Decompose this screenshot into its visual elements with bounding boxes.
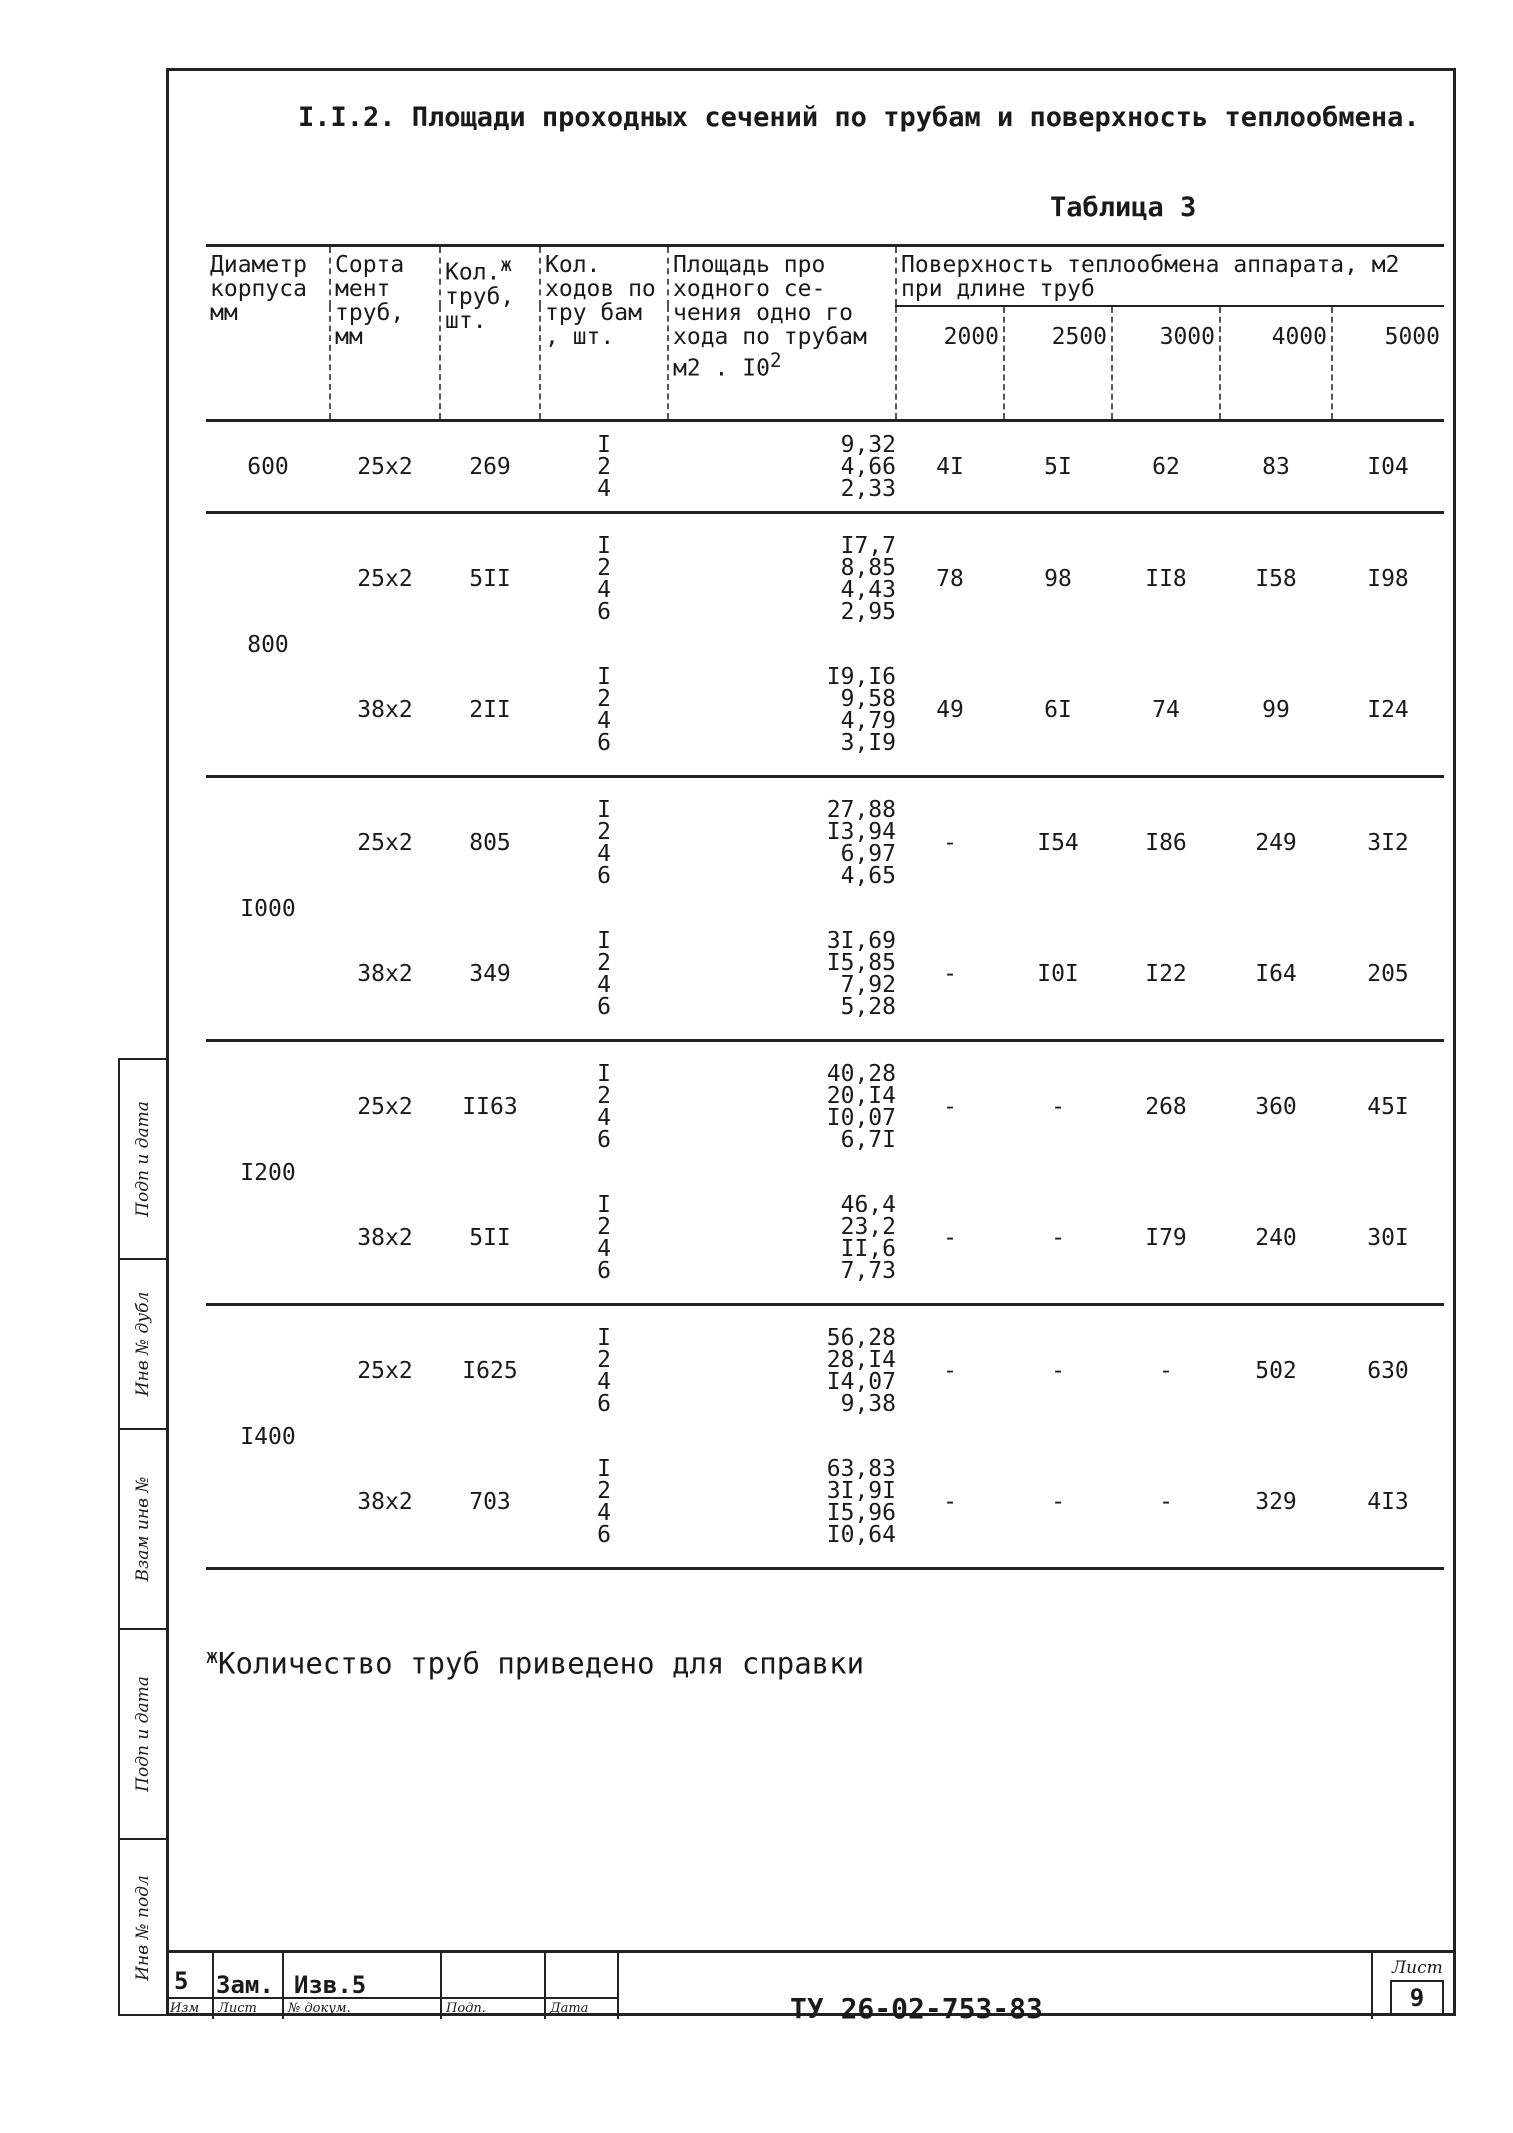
table-row [206,1305,1444,1437]
cell-surface: 5I [1004,421,1112,513]
pass-value: 4 [597,1369,611,1396]
pass-value: I [597,431,611,458]
cell-passes [540,645,668,777]
cell-assortment: 38x2 [330,1173,440,1305]
cell-surface: - [1051,1358,1065,1385]
pass-value: 4 [597,577,611,604]
tb-label: Дата [550,2001,589,2016]
col-header-area [668,246,896,421]
cell-area [668,909,896,1041]
pass-value: 2 [597,949,611,976]
cell-surface: 45I [1367,1094,1409,1121]
cell-surface: I54 [1037,830,1079,857]
pass-value: 6 [597,1127,611,1154]
cell-count: 5II [469,566,511,593]
cell-assortment: 38x2 [330,645,440,777]
col-header-length: 5000 [1332,306,1444,421]
area-value: 2,95 [840,599,896,626]
area-value: 8,85 [840,555,896,582]
pass-value: 4 [597,1105,611,1132]
pass-value: 6 [597,599,611,626]
count-rest: труб, шт. [445,283,515,334]
area-value: 23,2 [840,1213,896,1240]
cell-surface: - [1004,1437,1112,1569]
tb-change-no: 5 [174,1967,189,1995]
cell-surface: - [943,830,957,857]
cell-surface: 62 [1112,421,1220,513]
area-value: 7,73 [840,1257,896,1284]
pass-value: 4 [597,475,611,502]
cell-surface: 360 [1255,1094,1297,1121]
document-code: ТУ 26-02-753-83 [790,1992,1043,2025]
area-value: 6,97 [840,841,896,868]
cell-area [668,645,896,777]
side-label: Инв № дубл [133,1291,153,1397]
cell-surface: - [1159,1358,1173,1385]
cell-diameter: 800 [206,513,330,777]
footnote-text: Количество труб приведено для справки [218,1646,865,1681]
pass-value: 4 [597,707,611,734]
area-value: 4,65 [840,863,896,890]
col-header-passes: Кол. ходов по тру бам , шт. [540,246,668,421]
cell-area [668,1041,896,1173]
cell-assortment: 38x2 [330,1437,440,1569]
area-value: 9,38 [840,1391,896,1418]
pass-value: 4 [597,1235,611,1262]
table-row [206,421,1444,513]
tb-label: Подп. [446,2001,486,2016]
col-header-length: 2000 [896,306,1004,421]
cell-surface: 49 [896,645,1004,777]
pass-value: I [597,927,611,954]
pass-value: 6 [597,729,611,756]
cell-surface: - [896,909,1004,1041]
cell-passes [540,1305,668,1437]
cell-surface: 98 [1044,566,1072,593]
pass-value: 6 [597,993,611,1020]
area-value: 6,7I [840,1127,896,1154]
pass-value: I [597,1455,611,1482]
area-value: 7,92 [840,971,896,998]
area-value: I5,96 [826,1499,896,1526]
pass-value: 2 [597,1213,611,1240]
pass-value: 2 [597,555,611,582]
cell-surface: - [896,1437,1004,1569]
col-header-diameter: Диаметр корпуса мм [206,246,330,421]
cell-surface: 205 [1332,909,1444,1041]
side-cell-3 [120,1430,166,1630]
cell-surface: 240 [1220,1173,1332,1305]
side-stamp [118,1058,166,2016]
side-cell-5 [120,1840,166,2016]
cell-count: 805 [469,830,511,857]
cell-assortment: 25x2 [357,566,413,593]
side-cell-2 [120,1260,166,1430]
cell-surface: I22 [1112,909,1220,1041]
tb-label: Лист [218,2001,257,2016]
area-value: I0,64 [826,1521,896,1548]
cell-surface: 99 [1220,645,1332,777]
side-label: Подп и дата [133,1101,153,1217]
side-cell-4 [120,1630,166,1840]
cell-diameter: I200 [206,1041,330,1305]
cell-surface: II8 [1145,566,1187,593]
pass-value: 2 [597,685,611,712]
cell-area [668,777,896,909]
pass-value: I [597,533,611,560]
cell-count: 5II [440,1173,540,1305]
col-header-length: 4000 [1220,306,1332,421]
cell-count: 349 [440,909,540,1041]
cell-assortment: 25x2 [357,830,413,857]
tb-notice: Изв.5 [294,1971,367,1999]
cell-surface: I24 [1332,645,1444,777]
cell-surface: 4I3 [1332,1437,1444,1569]
footnote-mark: ж [206,1644,219,1668]
pass-value: 2 [597,1477,611,1504]
cell-surface: - [1051,1094,1065,1121]
cell-diameter: 600 [206,421,330,513]
area-exp: 2 [769,349,782,372]
cell-surface: 502 [1255,1358,1297,1385]
area-value: 9,32 [840,431,896,458]
tb-label: № докум. [288,2001,351,2016]
cell-surface: 630 [1367,1358,1409,1385]
cell-surface: I64 [1220,909,1332,1041]
table-label: Таблица 3 [1050,192,1197,223]
cell-area [668,1437,896,1569]
cell-surface: I0I [1004,909,1112,1041]
area-value: II,6 [840,1235,896,1262]
area-value: 4,79 [840,707,896,734]
area-value: 46,4 [840,1191,896,1218]
col-header-length: 3000 [1112,306,1220,421]
table-row [206,645,1444,777]
tb-label: Изм [170,2001,200,2016]
cell-count: II63 [462,1094,518,1121]
area-value: 20,I4 [826,1083,896,1110]
pass-value: I [597,1061,611,1088]
table-row [206,1437,1444,1569]
cell-surface: 83 [1220,421,1332,513]
area-value: 2,33 [840,475,896,502]
cell-area [668,513,896,645]
pass-value: 2 [597,1083,611,1110]
pass-value: I [597,663,611,690]
cell-surface: I98 [1367,566,1409,593]
cell-surface: 268 [1145,1094,1187,1121]
cell-surface: - [943,1094,957,1121]
area-value: I0,07 [826,1105,896,1132]
area-value: 3I,69 [826,927,896,954]
cell-area [668,421,896,513]
cell-assortment: 25x2 [330,421,440,513]
cell-count: 703 [440,1437,540,1569]
cell-surface: 4I [896,421,1004,513]
cell-surface: 74 [1112,645,1220,777]
cell-surface: 6I [1004,645,1112,777]
cell-surface: 329 [1220,1437,1332,1569]
cell-count: 269 [440,421,540,513]
side-label: Взам инв № [133,1476,153,1582]
sheet-label: Лист [1392,1958,1443,1978]
area-value: 9,58 [840,685,896,712]
side-cell-1 [120,1060,166,1260]
pass-value: I [597,1325,611,1352]
area-value: I9,I6 [826,663,896,690]
count-label: Кол. [445,259,501,286]
cell-passes [540,421,668,513]
cell-passes [540,909,668,1041]
side-label: Инв № подл [133,1875,153,1981]
pass-value: I [597,797,611,824]
pass-value: 2 [597,819,611,846]
cell-assortment: 38x2 [330,909,440,1041]
pass-value: 6 [597,863,611,890]
side-label: Подп и дата [133,1676,153,1792]
pass-value: I [597,1191,611,1218]
table-row [206,513,1444,645]
cell-assortment: 25x2 [357,1358,413,1385]
tb-change-word: Зам. [216,1971,274,1999]
cell-passes [540,1173,668,1305]
cell-surface: I86 [1145,830,1187,857]
area-value: 27,88 [826,797,896,824]
cell-surface: - [1004,1173,1112,1305]
col-header-surface: Поверхность теплообмена аппарата, м2 при длине труб [896,246,1444,307]
count-mark: ж [500,253,512,276]
cell-surface: 78 [936,566,964,593]
pass-value: 2 [597,1347,611,1374]
cell-count: I625 [462,1358,518,1385]
sheet-number: 9 [1390,1980,1444,2016]
area-value: 3I,9I [826,1477,896,1504]
cell-passes [540,1041,668,1173]
area-value: 4,66 [840,453,896,480]
footnote [206,1644,864,1681]
col-header-length: 2500 [1004,306,1112,421]
cell-surface: 30I [1332,1173,1444,1305]
pass-value: 6 [597,1391,611,1418]
area-value: 28,I4 [826,1347,896,1374]
cell-assortment: 25x2 [357,1094,413,1121]
table-row [206,1173,1444,1305]
area-value: 3,I9 [840,729,896,756]
area-value: I7,7 [840,533,896,560]
section-heading: I.I.2. Площади проходных сечений по трубам и поверхность теплообмена. [298,102,1420,133]
cell-surface: I58 [1255,566,1297,593]
cell-area [668,1173,896,1305]
cell-surface: - [1112,1437,1220,1569]
cell-surface: 249 [1255,830,1297,857]
col-header-assortment: Сорта мент труб, мм [330,246,440,421]
cell-surface: - [896,1173,1004,1305]
cell-area [668,1305,896,1437]
data-table [206,244,1444,1570]
area-value: I5,85 [826,949,896,976]
cell-count: 2II [440,645,540,777]
area-value: 63,83 [826,1455,896,1482]
pass-value: 4 [597,971,611,998]
area-value: I4,07 [826,1369,896,1396]
area-label: Площадь про ходного се- чения одно го хода по трубам м2 . I0 [673,252,867,382]
tb-sheet-divider [1371,1953,1373,2019]
cell-passes [540,513,668,645]
area-value: 5,28 [840,993,896,1020]
cell-diameter: I000 [206,777,330,1041]
pass-value: 2 [597,453,611,480]
pass-value: 4 [597,1499,611,1526]
pass-value: 4 [597,841,611,868]
table-row [206,1041,1444,1173]
pass-value: 6 [597,1521,611,1548]
cell-surface: I04 [1332,421,1444,513]
table-row [206,909,1444,1041]
col-header-count [440,246,540,421]
area-value: 4,43 [840,577,896,604]
cell-surface: I79 [1112,1173,1220,1305]
pass-value: 6 [597,1257,611,1284]
cell-diameter: I400 [206,1305,330,1569]
cell-passes [540,1437,668,1569]
cell-surface: - [943,1358,957,1385]
cell-passes [540,777,668,909]
area-value: 56,28 [826,1325,896,1352]
area-value: I3,94 [826,819,896,846]
area-value: 40,28 [826,1061,896,1088]
cell-surface: 3I2 [1367,830,1409,857]
table-row [206,777,1444,909]
